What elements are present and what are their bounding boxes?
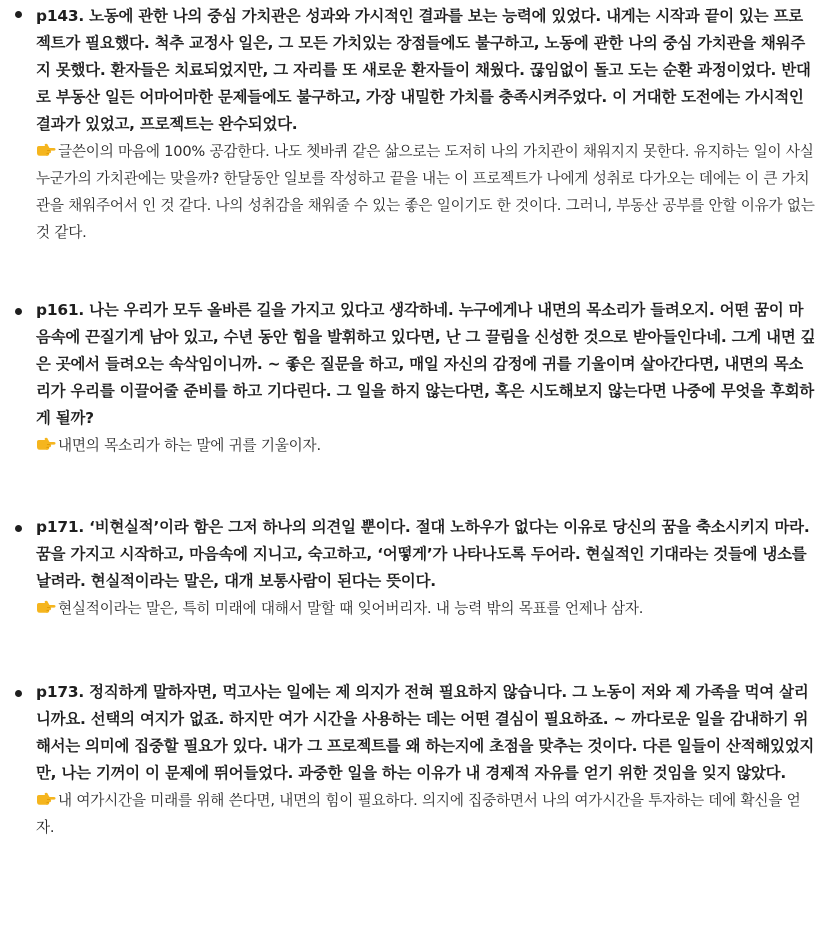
list-item bbox=[12, 297, 817, 459]
reader-comment-text: 내면의 목소리가 하는 말에 귀를 기울이자. bbox=[58, 437, 321, 454]
bullet-icon bbox=[15, 11, 22, 18]
reader-comment-text: 현실적이라는 말은, 특히 미래에 대해서 말할 때 잊어버리자. 내 능력 밖의 목표를 언제나 삼자. bbox=[58, 600, 644, 617]
book-quote: p161. 나는 우리가 모두 올바른 길을 가지고 있다고 생각하네. 누구에게나 내면의 목소리가 들려오지. 어떤 꿈이 마음속에 끈질기게 남아 있고, 수년 동안 힘을 발휘하고 있다면, 난 그 끌림을 신성한 것으로 받아들인다네. 그게 내면 깊은 곳에서 들려오는 속삭임이니까. ~ 좋은 질문을 하고, 매일 자신의 감정에 귀를 기울이며 살아간다면, 내면의 목소리가 우리를 이끌어줄 준비를 하고 기다린다. 그 일을 하지 않는다면, 혹은 시도해보지 않는다면 나중에 무엇을 후회하게 될까? bbox=[36, 301, 816, 427]
reader-comment bbox=[36, 432, 817, 459]
bullet-icon bbox=[15, 690, 22, 697]
list-item bbox=[12, 514, 817, 622]
pointing-hand-icon bbox=[36, 600, 56, 614]
reader-comment bbox=[36, 595, 817, 622]
reader-comment bbox=[36, 787, 817, 841]
book-quote: p173. 정직하게 말하자면, 먹고사는 일에는 제 의지가 전혀 필요하지 않습니다. 그 노동이 저와 제 가족을 먹여 살리니까요. 선택의 여지가 없죠. 하지만 여가 시간을 사용하는 데는 어떤 결심이 필요하죠. ~ 까다로운 일을 감내하기 위해서는 의미에 집중할 필요가 있다. 내가 그 프로젝트를 왜 하는지에 초점을 맞추는 것이다. 다른 일들이 산적해있었지만, 나는 기꺼이 이 문제에 뛰어들었다. 과중한 일을 하는 이유가 내 경제적 자유를 얻기 위한 것임을 잊지 않았다. bbox=[36, 683, 815, 782]
pointing-hand-icon bbox=[36, 792, 56, 806]
list-item bbox=[12, 679, 817, 841]
reader-comment-text: 글쓴이의 마음에 100% 공감한다. 나도 쳇바퀴 같은 삶으로는 도저히 나의 가치관이 채워지지 못한다. 유지하는 일이 사실 누군가의 가치관에는 맞을까? 한달동안 일보를 작성하고 끝을 내는 이 프로젝트가 나에게 성취로 다가오는 데에는 이 큰 가치관을 채워주어서 인 것 같다. 나의 성취감을 채워줄 수 있는 좋은 일이기도 한 것이다. 그러니, 부동산 공부를 안할 이유가 없는 것 같다. bbox=[36, 143, 815, 241]
book-quote: p171. ‘비현실적’이라 함은 그저 하나의 의견일 뿐이다. 절대 노하우가 없다는 이유로 당신의 꿈을 축소시키지 마라. 꿈을 가지고 시작하고, 마음속에 지니고, 숙고하고, ‘어떻게’가 나타나도록 두어라. 현실적인 기대라는 것들에 냉소를 날려라. 현실적이라는 말은, 대개 보통사람이 된다는 뜻이다. bbox=[36, 518, 810, 590]
reader-comment-text: 내 여가시간을 미래를 위해 쓴다면, 내면의 힘이 필요하다. 의지에 집중하면서 나의 여가시간을 투자하는 데에 확신을 얻자. bbox=[36, 792, 801, 836]
bullet-icon bbox=[15, 525, 22, 532]
book-quote: p143. 노동에 관한 나의 중심 가치관은 성과와 가시적인 결과를 보는 능력에 있었다. 내게는 시작과 끝이 있는 프로젝트가 필요했다. 척추 교정사 일은, 그 모든 가치있는 장점들에도 불구하고, 노동에 관한 나의 중심 가치관을 채워주지 못했다. 환자들은 치료되었지만, 그 자리를 또 새로운 환자들이 채웠다. 끊임없이 돌고 도는 순환 과정이었다. 반대로 부동산 일든 어마어마한 문제들에도 불구하고, 가장 내밀한 가치를 충족시켜주었다. 이 거대한 도전에는 가시적인 결과가 있었고, 프로젝트는 완수되었다. bbox=[36, 7, 811, 133]
pointing-hand-icon bbox=[36, 437, 56, 451]
reader-comment bbox=[36, 138, 817, 246]
list-item bbox=[12, 0, 817, 246]
bullet-icon bbox=[15, 308, 22, 315]
pointing-hand-icon bbox=[36, 143, 56, 157]
